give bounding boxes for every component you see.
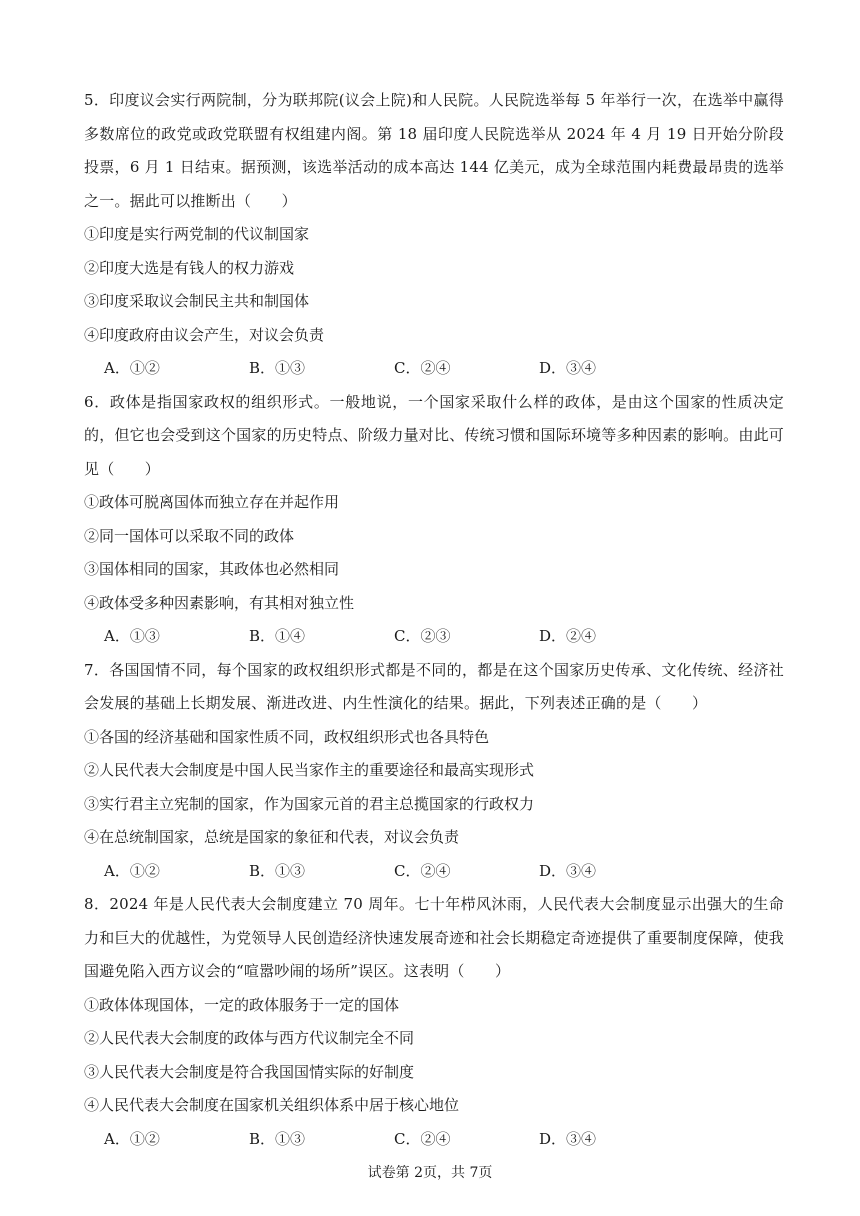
choice-c: C．②④ [394,1129,451,1148]
choice-b: B．①③ [249,359,306,377]
statement-2: ②同一国体可以采取不同的政体 [84,526,295,545]
statement-4: ④政体受多种因素影响，有其相对独立性 [84,593,355,612]
question-7 [84,654,784,889]
choice-a: A．①② [104,1129,160,1148]
question-5 [84,84,784,386]
statement-3: ③人民代表大会制度是符合我国国情实际的好制度 [84,1062,415,1081]
choice-d: D．②④ [539,627,597,645]
statement-1: ①政体体现国体，一定的政体服务于一定的国体 [84,995,400,1014]
choice-b: B．①④ [249,627,306,645]
statement-1: ①印度是实行两党制的代议制国家 [84,225,310,243]
answer-choices [84,1123,784,1157]
answer-choices [84,620,784,654]
statement-4: ④在总统制国家，总统是国家的象征和代表，对议会负责 [84,828,460,846]
choice-c: C．②③ [394,627,451,645]
statement-2: ②人民代表大会制度的政体与西方代议制完全不同 [84,1029,415,1047]
choice-c: C．②④ [394,359,451,377]
choice-d: D．③④ [539,861,597,880]
answer-choices [84,352,784,386]
statement-2: ②人民代表大会制度是中国人民当家作主的重要途径和最高实现形式 [84,761,535,779]
statement-1: ①政体可脱离国体而独立存在并起作用 [84,493,340,511]
statement-2: ②印度大选是有钱人的权力游戏 [84,258,295,277]
choice-b: B．①③ [249,1129,306,1148]
statement-1: ①各国的经济基础和国家性质不同，政权组织形式也各具特色 [84,727,490,746]
question-stem: 6．政体是指国家政权的组织形式。一般地说，一个国家采取什么样的政体，是由这个国家的性质决定的，但它也会受到这个国家的历史特点、阶级力量对比、传统习惯和国际环境等多种因素的影响。由此可见（ ） [84,392,784,478]
question-8 [84,888,784,1156]
statement-3: ③实行君主立宪制的国家，作为国家元首的君主总揽国家的行政权力 [84,794,535,813]
question-stem: 7．各国国情不同，每个国家的政权组织形式都是不同的，都是在这个国家历史传承、文化传统、经济社会发展的基础上长期发展、渐进改进、内生性演化的结果。据此，下列表述正确的是（ ） [84,660,784,712]
answer-choices [84,855,784,889]
choice-a: A．①② [104,359,160,377]
choice-d: D．③④ [539,359,597,377]
question-stem: 5．印度议会实行两院制，分为联邦院(议会上院)和人民院。人民院选举每 5 年举行一次，在选举中赢得多数席位的政党或政党联盟有权组建内阁。第 18 届印度人民院选举从 2024 年 4 月 19 日开始分阶段投票，6 月 1 日结束。据预测，该选举活动的成本高达 144 亿美元，成为全球范围内耗费最昂贵的选举之一。据此可以推断出（ ） [84,91,784,210]
question-6 [84,386,784,654]
choice-d: D．③④ [539,1129,597,1148]
question-stem: 8．2024 年是人民代表大会制度建立 70 周年。七十年栉风沐雨，人民代表大会制度显示出强大的生命力和巨大的优越性，为党领导人民创造经济快速发展奇迹和社会长期稳定奇迹提供了重要制度保障，使我国避免陷入西方议会的“喧嚣吵闹的场所”误区。这表明（ ） [84,895,784,980]
statement-3: ③国体相同的国家，其政体也必然相同 [84,560,340,578]
choice-a: A．①③ [104,627,160,645]
statement-4: ④人民代表大会制度在国家机关组织体系中居于核心地位 [84,1096,460,1114]
choice-c: C．②④ [394,861,451,880]
choice-b: B．①③ [249,861,306,880]
exam-page [84,84,784,1156]
page-footer: 试卷第 2页，共 7页 [367,1165,493,1181]
choice-a: A．①② [104,861,160,880]
statement-4: ④印度政府由议会产生，对议会负责 [84,325,325,344]
statement-3: ③印度采取议会制民主共和制国体 [84,292,310,310]
